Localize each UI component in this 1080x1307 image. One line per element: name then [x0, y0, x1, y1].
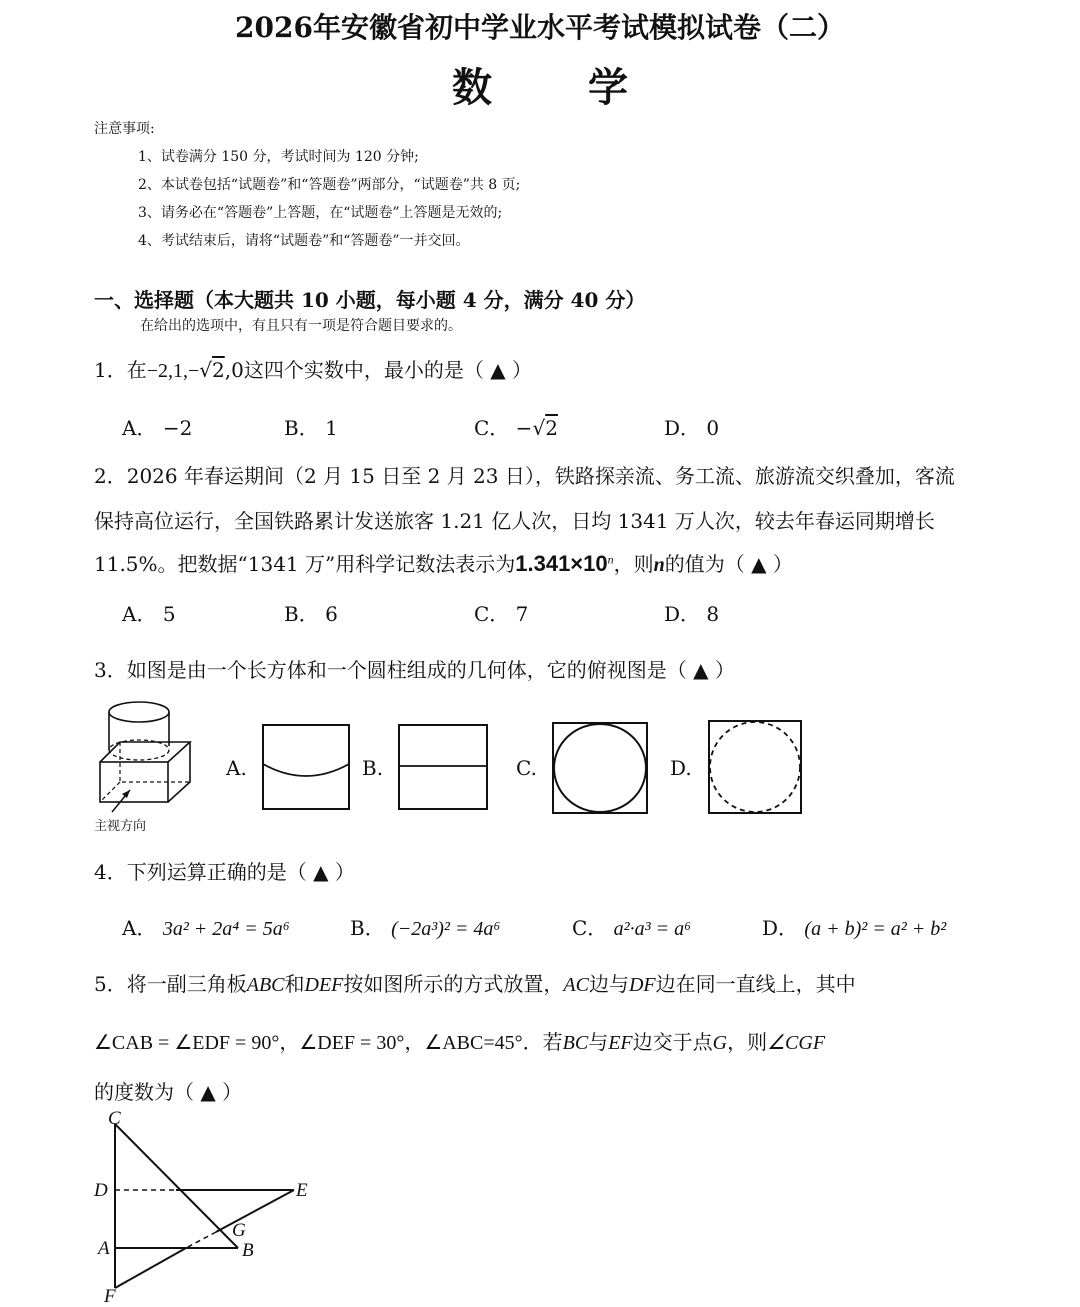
q5-line-3: 的度数为（ ▲ ） [94, 1080, 243, 1104]
box-hidden-edge [100, 782, 120, 802]
q5-text: 边在同一直线上，其中 [655, 972, 856, 996]
option-letter: D． [664, 602, 701, 626]
option-letter: B． [284, 416, 319, 440]
q3-option-c-figure [552, 722, 648, 814]
q5-var: ∠CGF [767, 1032, 826, 1054]
exam-title: 2026年安徽省初中学业水平考试模拟试卷（二） [235, 11, 845, 44]
option-letter: C． [474, 602, 510, 626]
q5-triangle-figure [86, 1104, 326, 1304]
option-a-square [263, 725, 349, 809]
q5-line-2 [94, 1026, 825, 1055]
option-value: 6 [325, 602, 338, 626]
q3-caption: 主视方向 [94, 819, 147, 834]
q5-text: 与 [588, 1030, 609, 1054]
option-expression: a²·a³ = a⁶ [613, 918, 692, 940]
option-c-circle [554, 724, 646, 812]
segment-ef [115, 1248, 186, 1288]
q5-text: 按如图所示的方式放置， [343, 972, 564, 996]
subject-char-1: 数 [452, 64, 492, 111]
q3-option-a-figure [262, 724, 350, 810]
q2-line-1: 2．2026 年春运期间（2 月 15 日至 2 月 23 日），铁路探亲流、务工流、旅游流交织叠加，客流 [94, 464, 955, 488]
question-4: 4．下列运算正确的是（ ▲ ） [94, 860, 355, 884]
option-letter: A． [122, 602, 157, 626]
segment-g-dashed [186, 1232, 216, 1248]
note-item: 3、请务必在“答题卷”上答题，在“试题卷”上答题是无效的; [138, 205, 503, 221]
arrow-head-icon [122, 790, 130, 798]
q4-option-a [122, 912, 290, 941]
q1-sqrt-arg: 2 [212, 358, 225, 382]
q1-nums-tail: ,0 [224, 358, 244, 382]
option-value: 5 [162, 602, 176, 626]
question-3: 3．如图是由一个长方体和一个圆柱组成的几何体，它的俯视图是（ ▲ ） [94, 658, 735, 682]
note-item: 4、考试结束后，请将“试题卷”和“答题卷”一并交回。 [138, 233, 470, 249]
q2-option-a [122, 598, 176, 627]
q5-text: 5．将一副三角板 [94, 972, 247, 996]
point-label-b: B [242, 1240, 254, 1261]
q1-option-d [664, 412, 719, 441]
q1-option-c [474, 412, 558, 441]
q3-label-d: D. [670, 756, 692, 780]
segment-eg [216, 1190, 294, 1232]
section-description: 在给出的选项中，有且只有一项是符合题目要求的。 [140, 318, 462, 334]
point-label-e: E [296, 1180, 308, 1201]
point-label-f: F [104, 1286, 116, 1304]
q2-option-d [664, 598, 719, 627]
q5-var: EF [608, 1032, 633, 1054]
q5-var: G [712, 1032, 728, 1054]
option-letter: C． [572, 916, 608, 940]
q5-line-1 [94, 968, 856, 997]
point-label-d: D [94, 1180, 108, 1201]
option-letter: B． [284, 602, 319, 626]
subject-char-2: 学 [588, 64, 628, 111]
option-letter: D． [762, 916, 799, 940]
q5-var: ABC [246, 974, 285, 996]
option-letter: C． [474, 416, 510, 440]
note-item: 2、本试卷包括“试题卷”和“答题卷”两部分，“试题卷”共 8 页; [138, 177, 521, 193]
option-letter: B． [350, 916, 385, 940]
q5-text: 边交于点 [632, 1030, 713, 1054]
q2-option-c [474, 598, 528, 627]
option-value: −2 [162, 416, 193, 440]
option-value: 0 [706, 416, 720, 440]
option-letter: A． [122, 916, 157, 940]
sqrt-symbol: √ [199, 358, 213, 382]
q2-exponent: n [607, 552, 614, 567]
q4-option-b [350, 912, 500, 941]
q1-nums: −2,1,− [146, 360, 200, 382]
q2-line-2: 保持高位运行，全国铁路累计发送旅客 1.21 亿人次，日均 1341 万人次，较去年春运同期增长 [94, 509, 935, 533]
q3-option-b-figure [398, 724, 488, 810]
q2-expression: 1.341×10 [515, 551, 608, 576]
option-sqrt-arg: 2 [545, 416, 558, 440]
q3-label-b: B. [362, 756, 384, 780]
q5-text: 和 [284, 972, 305, 996]
option-letter: A． [122, 416, 157, 440]
option-value: 8 [706, 602, 720, 626]
option-expression: (a + b)² = a² + b² [804, 918, 947, 940]
cylinder-top [109, 702, 169, 722]
q2-text: 的值为（ ▲ ） [664, 552, 793, 576]
q3-solid-figure [94, 698, 204, 816]
q1-option-a [122, 412, 192, 441]
q1-option-b [284, 412, 338, 441]
q5-var: DEF [304, 974, 344, 996]
option-a-arc [263, 764, 349, 776]
subject-title [0, 56, 1080, 113]
q5-text: ，则 [727, 1030, 768, 1054]
option-value: − [515, 416, 533, 440]
q3-label-a: A. [226, 756, 247, 780]
q3-label-c: C. [516, 756, 537, 780]
q3-option-d-figure [708, 720, 802, 814]
q2-line-3 [94, 548, 793, 577]
q2-text: 11.5%。把数据“1341 万”用科学记数法表示为 [94, 552, 516, 576]
q2-variable: n [653, 554, 665, 576]
q1-prefix: 1．在 [94, 358, 147, 382]
q4-option-d [762, 912, 946, 941]
notes-heading: 注意事项: [94, 121, 155, 137]
note-item: 1、试卷满分 150 分，考试时间为 120 分钟; [138, 149, 419, 165]
q5-var: BC [562, 1032, 589, 1054]
point-label-g: G [232, 1220, 246, 1241]
q5-text: 边与 [588, 972, 629, 996]
q5-text: ∠CAB = ∠EDF = 90°，∠DEF = 30°，∠ABC=45°．若 [94, 1032, 563, 1054]
sqrt-symbol: √ [532, 416, 546, 440]
option-expression: (−2a³)² = 4a⁶ [391, 918, 501, 940]
option-d-dashed-circle [710, 722, 800, 812]
q2-text: ，则 [613, 552, 654, 576]
option-expression: 3a² + 2a⁴ = 5a⁶ [162, 918, 290, 940]
point-label-a: A [98, 1238, 110, 1259]
q2-option-b [284, 598, 338, 627]
q5-var: DF [628, 974, 656, 996]
q4-option-c [572, 912, 691, 941]
q1-suffix: 这四个实数中，最小的是（ ▲ ） [243, 358, 532, 382]
option-value: 7 [515, 602, 529, 626]
question-1 [94, 354, 532, 383]
q5-var: AC [563, 974, 589, 996]
option-b-rect [399, 725, 487, 809]
section-title: 一、选择题（本大题共 10 小题，每小题 4 分，满分 40 分） [94, 288, 646, 312]
option-letter: D． [664, 416, 701, 440]
option-value: 1 [325, 416, 338, 440]
point-label-c: C [108, 1108, 121, 1129]
